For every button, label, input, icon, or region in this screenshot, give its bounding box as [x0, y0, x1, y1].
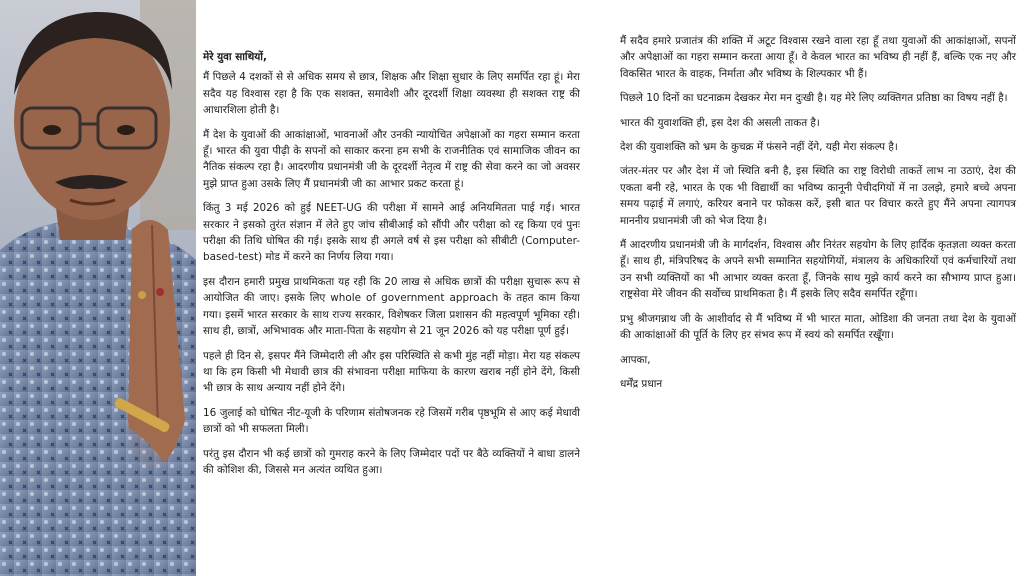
letter-paragraph: इस दौरान हमारी प्रमुख प्राथमिकता यह रही कि 20 लाख से अधिक छात्रों की परीक्षा सुचारू रूप से आयोजित की जाए। इसके लिए whole of government approach के तहत काम किया गया। इसमें भारत सरकार के साथ राज्य सरकार, विशेषकर जिला प्रशासन की महत्वपूर्ण भूमिका रही। साथ ही, छात्रों, अभिभावक और माता-पिता के सहयोग से 21 जून 2026 को यह परीक्षा पूर्ण हुई।	[203, 275, 580, 338]
letter-paragraph: मैं पिछले 4 दशकों से से अधिक समय से छात्र, शिक्षक और शिक्षा सुधार के लिए समर्पित रहा हूं। मेरा सदैव यह विश्वास रहा है कि एक सशक्त, समावेशी और दूरदर्शी शिक्षा व्यवस्था ही सशक्त राष्ट्र की आधारशिला होती है।	[203, 71, 580, 117]
letter-paragraph: प्रभु श्रीजगन्नाथ जी के आशीर्वाद से मैं भविष्य में भी भारत माता, ओडिशा की जनता तथा देश के युवाओं की आकांक्षाओं की पूर्ति के लिए हर संभव रूप में स्वयं को समर्पित रखूँगा।	[620, 312, 1016, 342]
photo-divider	[196, 0, 200, 576]
letter-left-column	[203, 49, 580, 486]
letter-right-column	[620, 33, 1016, 400]
letter-paragraph: 16 जुलाई को घोषित नीट-यूजी के परिणाम संतोषजनक रहे जिसमें गरीब पृष्ठभूमि से आए कई मेधावी छात्रों को भी सफलता मिली।	[203, 406, 580, 436]
letter-paragraph: पिछले 10 दिनों का घटनाक्रम देखकर मेरा मन दुःखी है। यह मेरे लिए व्यक्तिगत प्रतिष्ठा का विषय नहीं है।	[620, 92, 1008, 105]
letter-paragraph: परंतु इस दौरान भी कई छात्रों को गुमराह करने के लिए जिम्मेदार पदों पर बैठे व्यक्तियों ने बाधा डालने की कोशिश की, जिससे मन अत्यंत व्यथित हुआ।	[203, 447, 580, 476]
letter-paragraph: पहले ही दिन से, इसपर मैंने जिम्मेदारी ली और इस परिस्थिति से कभी मुंह नहीं मोड़ा। मेरा यह संकल्प था कि हम किसी भी मेधावी छात्र की संभावना परीक्षा माफिया के कारण खराब नहीं होने देंगे, किसी भी छात्र के साथ अन्याय नहीं होने देंगे।	[203, 349, 580, 395]
letter-closing: आपका,	[620, 353, 651, 366]
letter-paragraph: किंतु 3 मई 2026 को हुई NEET-UG की परीक्षा में सामने आई अनियमितता पाई गई। भारत सरकार ने इसको तुरंत संज्ञान में लेते हुए जांच सीबीआई को सौंपी और परीक्षा को रद्द किया एवं पुनः परीक्षा की तिथि घोषित की गई। इसके साथ ही अगले वर्ष से इस परीक्षा को सीबीटी (Computer-based-test) मोड में करने का निर्णय लिया गया।	[203, 202, 580, 264]
portrait-photo	[0, 0, 196, 576]
letter-paragraph: जंतर-मंतर पर और देश में जो स्थिति बनी है, इस स्थिति का राष्ट्र विरोधी ताकतें लाभ ना उठाएं, देश की एकता बनी रहे, भारत के एक भी विद्यार्थी का भविष्य कानूनी पेचीदगियों में ना उलझे, हमारे बच्चे अपना समय पढ़ाई में लगाएं, करियर बनाने पर फोकस करें, इसी बात पर विचार करते हुए मैंने अपना त्यागपत्र माननीय प्रधानमंत्री जी को भेज दिया है।	[620, 165, 1016, 227]
letter-signature: धर्मेंद्र प्रधान	[620, 377, 663, 390]
letter-paragraph: देश की युवाशक्ति को भ्रम के कुचक्र में फंसने नहीं देंगे, यही मेरा संकल्प है।	[620, 141, 898, 154]
letter-greeting: मेरे युवा साथियों,	[203, 51, 267, 63]
letter-paragraph: मैं आदरणीय प्रधानमंत्री जी के मार्गदर्शन, विश्वास और निरंतर सहयोग के लिए हार्दिक कृतज्ञता व्यक्त करता हूँ। साथ ही, मंत्रिपरिषद के अपने सभी सम्मानित सहयोगियों, मंत्रालय के अधिकारियों एवं कर्मचारियों तथा उन सभी व्यक्तियों का भी आभार व्यक्त करता हूँ, जिनके साथ मुझे कार्य करने का सौभाग्य प्राप्त हुआ। राष्ट्रसेवा मेरे जीवन की सर्वोच्च प्राथमिकता है। मैं इसके लिए सदैव समर्पित रहूँगा।	[620, 239, 1016, 301]
letter-paragraph: मैं सदैव हमारे प्रजातंत्र की शक्ति में अटूट विश्वास रखने वाला रहा हूँ तथा युवाओं की आकांक्षाओं, सपनों और अपेक्षाओं का गहरा सम्मान करता आया हूँ। वे केवल भारत का भविष्य ही नहीं हैं, बल्कि एक नए और विकसित भारत के वाहक, निर्माता और भविष्य के शिल्पकार भी हैं।	[620, 35, 1016, 80]
letter-paragraph: मैं देश के युवाओं की आकांक्षाओं, भावनाओं और उनकी न्यायोचित अपेक्षाओं का गहरा सम्मान करता हूँ। भारत की युवा पीढ़ी के सपनों को साकार करना हम सभी के राजनीतिक एवं सामाजिक जीवन का नैतिक संकल्प रहा है। आदरणीय प्रधानमंत्री जी के दूरदर्शी नेतृत्व में राष्ट्र की सेवा करने का जो अवसर मुझे प्राप्त हुआ उसके लिए मैं प्रधानमंत्री जी का आभार प्रकट करता हूं।	[203, 128, 580, 190]
letter-paragraph: भारत की युवाशक्ति ही, इस देश की असली ताकत है।	[620, 116, 820, 129]
